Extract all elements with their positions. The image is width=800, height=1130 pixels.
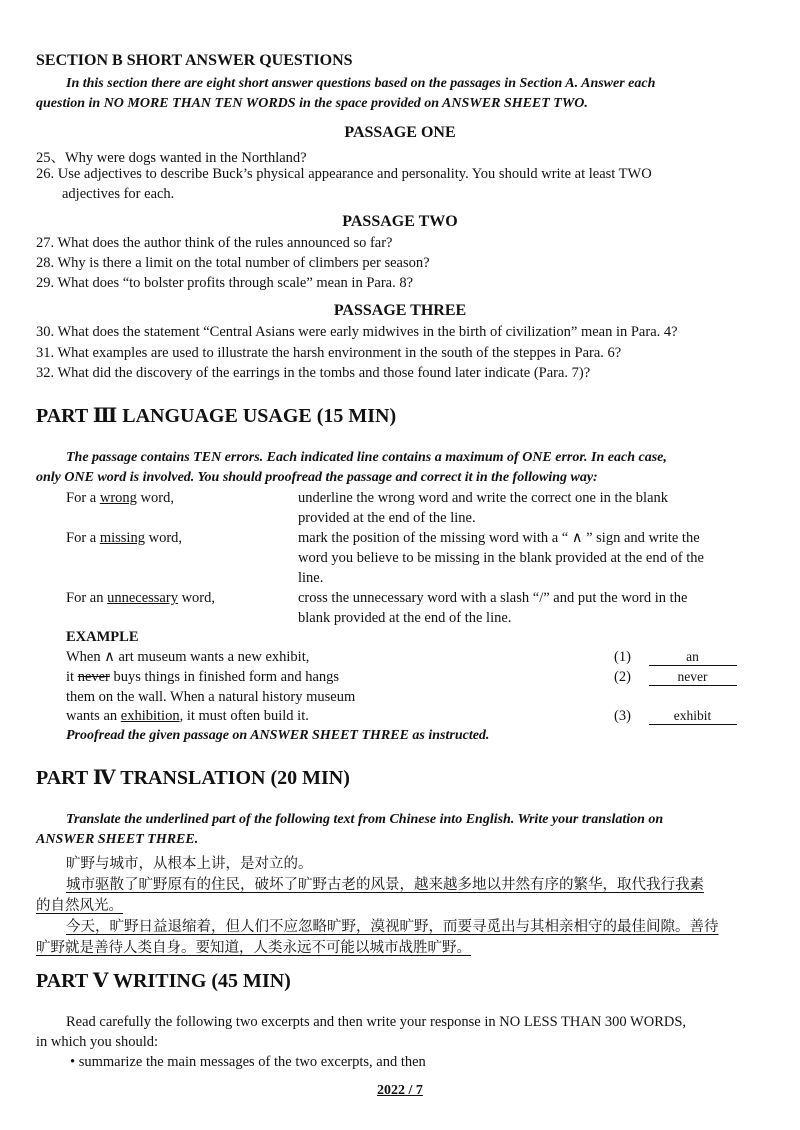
example-line2-pre: it <box>66 669 78 685</box>
chinese-text-line2: 城市驱散了旷野原有的住民，破坏了旷野古老的风景，越来越多地以井然有序的繁华，取代我行我素 <box>66 877 704 893</box>
unnecessary-word-underlined: unnecessary <box>107 590 178 606</box>
part-4-heading: PART Ⅳ TRANSLATION (20 MIN) <box>36 767 350 789</box>
example-answer-2-num: (2) <box>614 669 631 685</box>
chinese-text-line3: 的自然风光。 <box>36 898 123 914</box>
proofread-instruction: Proofread the given passage on ANSWER SHEET THREE as instructed. <box>66 728 490 743</box>
part-5-line1: Read carefully the following two excerpts and then write your response in NO LESS THAN 300 WORDS, <box>66 1014 687 1030</box>
missing-word-post: word, <box>144 530 183 546</box>
section-b-instruction-line2: question in NO MORE THAN TEN WORDS in the space provided on ANSWER SHEET TWO. <box>36 96 588 111</box>
section-b-instruction-line1: In this section there are eight short answer questions based on the passages in Section A. Answer each <box>66 76 656 91</box>
part-4-instruction-line2: ANSWER SHEET THREE. <box>36 832 199 847</box>
part-3-instruction-line1: The passage contains TEN errors. Each indicated line contains a maximum of ONE error. In each case, <box>66 450 667 465</box>
unnecessary-word-desc2: blank provided at the end of the line. <box>298 610 512 626</box>
part-4-instruction-line1: Translate the underlined part of the following text from Chinese into English. Write your translation on <box>66 812 664 827</box>
example-answer-2 <box>614 669 737 686</box>
passage-one-title: PASSAGE ONE <box>344 124 456 141</box>
chinese-text-line1: 旷野与城市，从根本上讲，是对立的。 <box>66 856 313 872</box>
example-answer-1-num: (1) <box>614 649 631 665</box>
chinese-text-line5: 旷野就是善待人类自身。要知道，人类永远不可能以城市战胜旷野。 <box>36 940 471 956</box>
missing-word-underlined: missing <box>99 530 145 546</box>
example-answer-1-blank: an <box>649 649 737 666</box>
question-28: 28. Why is there a limit on the total number of climbers per season? <box>36 255 430 271</box>
question-27: 27. What does the author think of the rules announced so far? <box>36 235 393 251</box>
missing-word-pre: For a <box>66 530 100 546</box>
missing-word-label <box>66 530 182 547</box>
part-5-bullet: • summarize the main messages of the two excerpts, and then <box>70 1054 426 1070</box>
missing-word-desc2: word you believe to be missing in the blank provided at the end of the <box>298 550 704 566</box>
example-line4-underlined: exhibition <box>120 708 180 724</box>
unnecessary-word-desc1: cross the unnecessary word with a slash “/” and put the word in the <box>298 590 688 606</box>
part-5-line2: in which you should: <box>36 1034 159 1050</box>
wrong-word-desc2: provided at the end of the line. <box>298 510 476 526</box>
example-answer-3-blank: exhibit <box>649 708 737 725</box>
missing-word-desc1: mark the position of the missing word with a “ ∧ ” sign and write the <box>298 530 700 546</box>
part-3-instruction-line2: only ONE word is involved. You should proofread the passage and correct it in the following way: <box>36 470 598 485</box>
example-line2-struck-word: never <box>77 669 110 685</box>
wrong-word-desc1: underline the wrong word and write the correct one in the blank <box>298 490 669 506</box>
example-line3: them on the wall. When a natural history museum <box>66 689 356 705</box>
part-3-heading: PART Ⅲ LANGUAGE USAGE (15 MIN) <box>36 405 397 427</box>
question-30: 30. What does the statement “Central Asians were early midwives in the birth of civilization” mean in Para. 4? <box>36 324 678 340</box>
example-answer-3-num: (3) <box>614 708 631 724</box>
section-b-heading: SECTION B SHORT ANSWER QUESTIONS <box>36 52 353 69</box>
unnecessary-word-post: word, <box>177 590 216 606</box>
question-31: 31. What examples are used to illustrate the harsh environment in the south of the steppes in Para. 6? <box>36 345 622 361</box>
example-line1: When ∧ art museum wants a new exhibit, <box>66 649 310 665</box>
page-number: 2022 / 7 <box>377 1083 423 1098</box>
passage-three-title: PASSAGE THREE <box>333 302 467 319</box>
wrong-word-post: word, <box>136 490 174 506</box>
question-25: 25、Why were dogs wanted in the Northland? <box>36 150 307 166</box>
question-26-line1: 26. Use adjectives to describe Buck’s physical appearance and personality. You should write at least TWO <box>36 166 652 182</box>
chinese-text-line4: 今天，旷野日益退缩着，但人们不应忽略旷野，漠视旷野，而要寻觅出与其相亲相守的最佳间隙。善待 <box>66 919 719 935</box>
example-line2 <box>66 669 339 686</box>
example-line2-post: buys things in finished form and hangs <box>109 669 340 685</box>
wrong-word-pre: For a <box>66 490 100 506</box>
question-26-line2: adjectives for each. <box>62 186 175 202</box>
example-line4-pre: wants an <box>66 708 121 724</box>
example-label: EXAMPLE <box>66 629 139 645</box>
example-answer-2-blank: never <box>649 669 737 686</box>
part-5-heading: PART Ⅴ WRITING (45 MIN) <box>36 970 291 992</box>
unnecessary-word-pre: For an <box>66 590 108 606</box>
passage-two-title: PASSAGE TWO <box>342 213 458 230</box>
missing-word-desc3: line. <box>298 570 324 586</box>
example-answer-3 <box>614 708 737 725</box>
question-32: 32. What did the discovery of the earrings in the tombs and those found later indicate (Para. 7)? <box>36 365 591 381</box>
example-line4 <box>66 708 309 725</box>
wrong-word-label <box>66 490 174 507</box>
question-29: 29. What does “to bolster profits through scale” mean in Para. 8? <box>36 275 414 291</box>
page-footer <box>0 1083 800 1099</box>
example-answer-1 <box>614 649 737 666</box>
unnecessary-word-label <box>66 590 215 607</box>
wrong-word-underlined: wrong <box>99 490 137 506</box>
example-line4-post: , it must often build it. <box>179 708 309 724</box>
